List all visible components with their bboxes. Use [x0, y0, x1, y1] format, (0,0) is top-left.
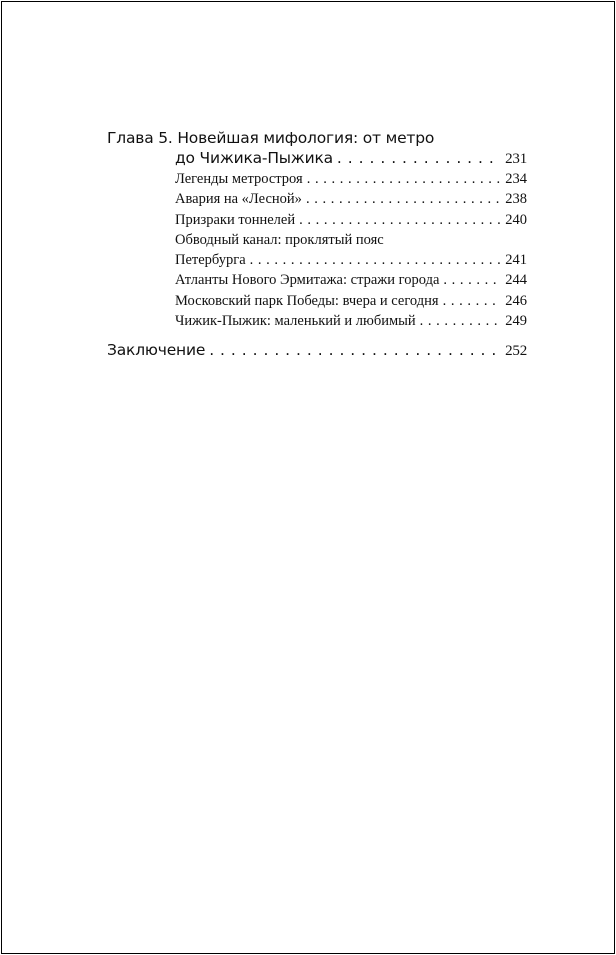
toc-entry-page: 234	[505, 171, 527, 187]
toc-entry-page: 249	[505, 313, 527, 330]
chapter-5-title-line2: до Чижика-Пыжика	[175, 149, 333, 167]
book-page	[1, 1, 615, 954]
toc-entry-title-line1: Обводный канал: проклятый пояс	[175, 231, 384, 248]
dot-leader	[209, 340, 501, 360]
chapter-5-page: 231	[505, 151, 527, 167]
table-of-contents	[107, 128, 527, 361]
toc-entry-title: Московский парк Победы: вчера и сегодня	[175, 292, 439, 309]
toc-entry	[107, 169, 527, 189]
toc-entry	[107, 210, 527, 230]
toc-entry-page: 238	[505, 191, 527, 208]
toc-entry-page: 241	[505, 252, 527, 269]
toc-entry-title: Чижик-Пыжик: маленький и любимый	[175, 313, 416, 330]
dot-leader	[306, 189, 501, 209]
dot-leader	[337, 148, 501, 168]
toc-entry-page: 244	[505, 272, 527, 289]
conclusion-entry	[107, 340, 527, 361]
toc-entry-title: Призраки тоннелей	[175, 211, 296, 228]
toc-entry-title-line2: Петербурга	[175, 252, 246, 269]
toc-entry	[107, 291, 527, 311]
dot-leader	[420, 311, 502, 331]
toc-entry-title: Авария на «Лесной»	[175, 191, 302, 208]
toc-entry-page: 246	[505, 292, 527, 309]
toc-entry	[107, 311, 527, 331]
dot-leader	[299, 210, 501, 230]
conclusion-page: 252	[505, 343, 527, 360]
toc-entry	[107, 270, 527, 290]
chapter-5-entry	[107, 148, 527, 169]
dot-leader	[250, 250, 502, 270]
toc-entry-page: 240	[505, 211, 527, 228]
toc-entry	[107, 250, 527, 270]
chapter-5-title-line1: Глава 5. Новейшая мифология: от метро	[107, 129, 435, 147]
toc-entry-title: Легенды метростроя	[175, 171, 303, 187]
dot-leader	[443, 291, 502, 311]
toc-entry-title: Атланты Нового Эрмитажа: стражи города	[175, 272, 440, 289]
toc-entry	[107, 189, 527, 209]
conclusion-title: Заключение	[107, 341, 206, 360]
dot-leader	[443, 270, 501, 290]
dot-leader	[307, 169, 502, 189]
